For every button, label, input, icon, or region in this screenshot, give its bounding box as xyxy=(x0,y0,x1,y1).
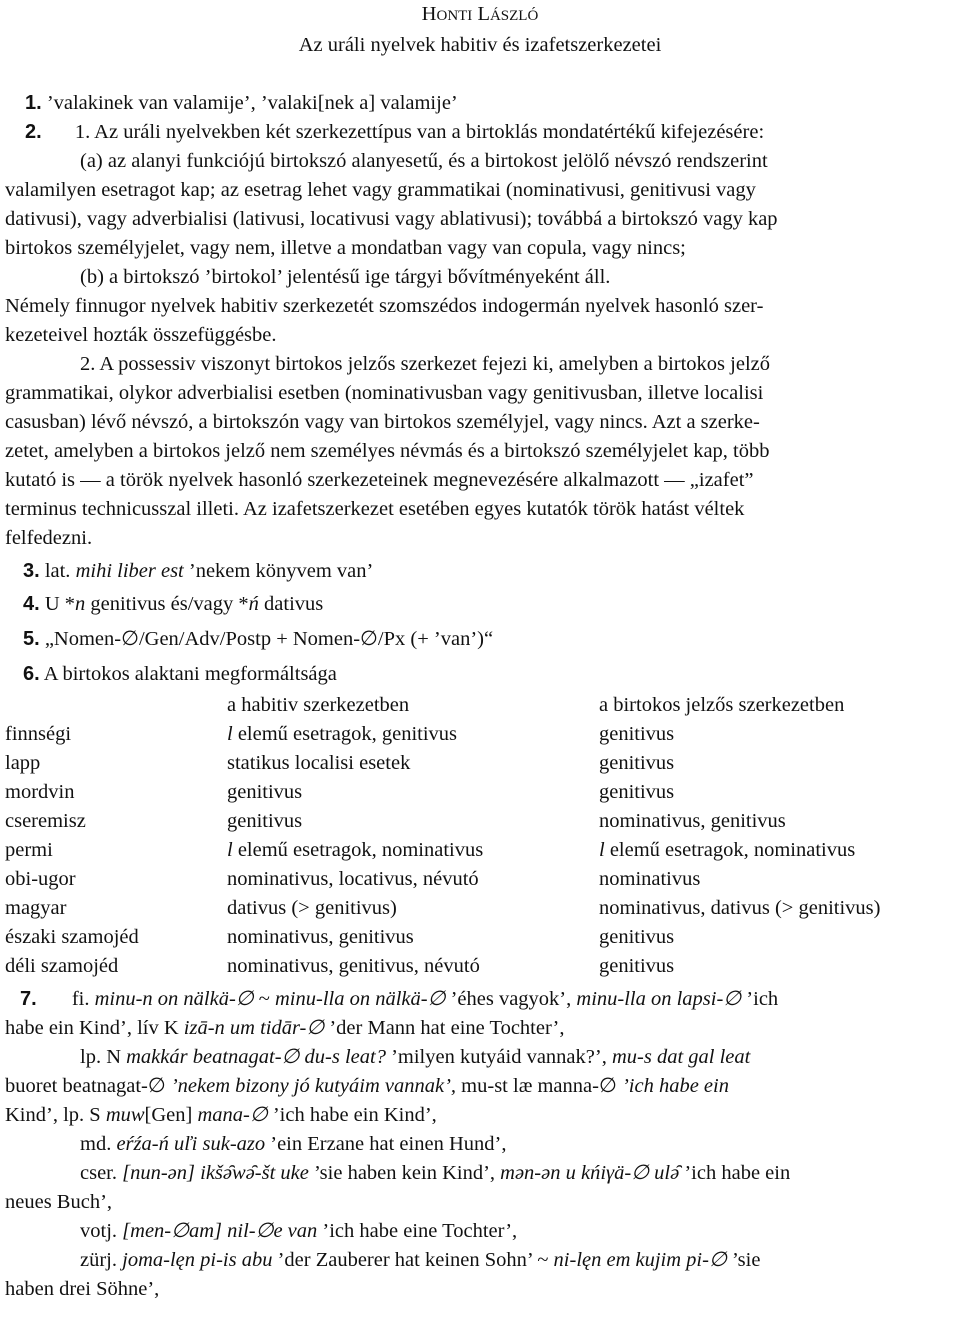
table-cell: nominativus xyxy=(599,868,701,890)
gloss-text: lp. N xyxy=(80,1046,127,1068)
section-2-line: felfedezni. xyxy=(5,527,93,549)
table-header-cell: a birtokos jelzős szerkezetben xyxy=(599,694,845,716)
section-5: 5. „Nomen-∅/Gen/Adv/Postp + Nomen-∅/Px (+ ’van’)“ xyxy=(23,628,494,650)
example-form: [men-∅am] nil-∅e van xyxy=(122,1220,318,1242)
gloss-text: zürj. xyxy=(80,1249,123,1271)
section-2-line: birtokos személyjelet, vagy nem, illetve a mondatban vagy van copula, vagy nincs; xyxy=(5,237,686,259)
table-cell: nominativus, locativus, névutó xyxy=(227,868,479,890)
example-form: minu-lla on nälkä-∅ xyxy=(275,988,446,1010)
example-form: izā-n um tidār-∅ xyxy=(183,1017,325,1039)
section-text: ’valakinek van valamije’, ’valaki[nek a] valamije’ xyxy=(46,92,458,114)
gloss-text: md. xyxy=(80,1133,117,1155)
table-cell: l elemű esetragok, nominativus xyxy=(599,839,856,861)
section-2-line: 2. A possessiv viszonyt birtokos jelzős szerkezet fejezi ki, amelyben a birtokos jelző xyxy=(80,353,771,375)
section-3: 3. lat. mihi liber est ’nekem könyvem van’ xyxy=(23,560,374,582)
gloss-text: [Gen] xyxy=(144,1104,198,1126)
section-number: 4. xyxy=(23,593,40,615)
gloss-text: ’ich habe eine Tochter’, xyxy=(317,1220,518,1242)
example-form: ’ich habe ein xyxy=(616,1075,729,1097)
table-row xyxy=(5,807,955,836)
section-2-line: valamilyen esetragot kap; az esetrag lehet vagy grammatikai (nominativusi, genitivusi vagy xyxy=(5,179,756,201)
gloss-text: habe ein Kind’, lív K xyxy=(5,1017,184,1039)
section-2-line: (b) a birtokszó ’birtokol’ jelentésű ige tárgyi bővítményeként áll. xyxy=(80,266,611,288)
table-row xyxy=(5,778,955,807)
section-2-line: (a) az alanyi funkciójú birtokszó alanyesetű, és a birtokost jelölő névszó rendszerint xyxy=(80,150,768,172)
table-cell: genitivus xyxy=(599,926,675,948)
gloss-text: ’milyen kutyáid vannak?’, xyxy=(385,1046,612,1068)
table-row xyxy=(5,865,955,894)
example-form: mu-s dat gal leat xyxy=(611,1046,751,1068)
gloss-text: ~ xyxy=(253,988,275,1010)
table-cell: l elemű esetragok, nominativus xyxy=(227,839,484,861)
gloss-text: ’sie xyxy=(726,1249,761,1271)
section-2-line: grammatikai, olykor adverbialisi esetben (nominativusban vagy genitivusban, illetve localisi xyxy=(5,382,764,404)
section-number: 6. xyxy=(23,663,40,685)
table-cell: l elemű esetragok, genitivus xyxy=(227,723,458,745)
table-cell: nominativus, genitivus xyxy=(599,810,786,832)
section-number: 2. xyxy=(25,121,42,143)
example-line: haben drei Söhne’, xyxy=(5,1278,160,1300)
example-line xyxy=(5,1130,955,1159)
example-form: eŕźa-ń uľi suk-azo xyxy=(116,1133,266,1155)
example-text: mihi liber est xyxy=(75,560,184,582)
table-cell: genitivus xyxy=(227,781,303,803)
gloss-text: ’der Mann hat eine Tochter’, xyxy=(324,1017,565,1039)
example-form: minu-lla on lapsi-∅ xyxy=(576,988,742,1010)
example-form: mən-ən u kńiγä-∅ ulə̑ xyxy=(500,1162,680,1184)
example-line xyxy=(5,1246,955,1275)
example-form: ’nekem bizony jó kutyáim vannak’, xyxy=(165,1075,462,1097)
example-form: [nun-ən] ikšə̑wə̑-št uke xyxy=(122,1162,309,1184)
section-2-line: terminus technicusszal illeti. Az izafetszerkezet esetében egyes kutatók török hatást véltek xyxy=(5,498,745,520)
table-cell: lapp xyxy=(5,752,41,774)
table-row xyxy=(5,836,955,865)
page-title: Az uráli nyelvek habitiv és izafetszerkezetei xyxy=(298,34,662,56)
section-2-line: dativusi), vagy adverbialisi (lativusi, locativusi vagy ablativusi); továbbá a birtokszó vagy kap xyxy=(5,208,778,230)
table-cell: genitivus xyxy=(599,955,675,977)
example-line xyxy=(5,1043,955,1072)
table-cell: cseremisz xyxy=(5,810,86,832)
example-line xyxy=(5,1217,955,1246)
gloss-text: mu-st læ manna-∅ xyxy=(461,1075,617,1097)
gloss-text: cser. xyxy=(80,1162,123,1184)
gloss-text: votj. xyxy=(80,1220,123,1242)
example-form: mana-∅ xyxy=(197,1104,268,1126)
gloss-text: ’sie haben kein Kind’, xyxy=(308,1162,501,1184)
section-2 xyxy=(5,118,955,553)
table-cell: genitivus xyxy=(599,723,675,745)
example-line xyxy=(5,1072,955,1101)
gloss-text: ’ein Erzane hat einen Hund’, xyxy=(265,1133,507,1155)
table-header-cell xyxy=(5,691,227,720)
table-cell: genitivus xyxy=(599,781,675,803)
gloss-text: ’ich habe ein Kind’, xyxy=(267,1104,437,1126)
example-line: neues Buch’, xyxy=(5,1191,113,1213)
table-title: A birtokos alaktani megformáltsága xyxy=(43,663,337,685)
table-row xyxy=(5,894,955,923)
case-table xyxy=(5,691,955,981)
example-form: ni-lęn em kujim pi-∅ xyxy=(553,1249,727,1271)
gloss-text: ’ich xyxy=(741,988,779,1010)
section-2-line: kezeteivel hozták összefüggésbe. xyxy=(5,324,277,346)
table-cell: permi xyxy=(5,839,53,861)
section-2-line: 2. 1. Az uráli nyelvekben két szerkezettípus van a birtoklás mondatértékű kifejezésére: xyxy=(25,121,765,143)
table-header-row xyxy=(5,691,955,720)
section-2-line: Némely finnugor nyelvek habitiv szerkezetét szomszédos indogermán nyelvek hasonló szer- xyxy=(5,295,764,317)
table-header-cell: a habitiv szerkezetben xyxy=(227,694,410,716)
example-form: makkár beatnagat-∅ du-s leat? xyxy=(126,1046,386,1068)
gloss-text: Kind’, lp. S xyxy=(5,1104,106,1126)
section-6 xyxy=(5,660,955,691)
example-line xyxy=(5,1101,955,1130)
table-cell: statikus localisi esetek xyxy=(227,752,411,774)
example-line xyxy=(5,1014,955,1043)
example-form: joma-lęn pi-is abu xyxy=(122,1249,273,1271)
example-line xyxy=(5,985,955,1014)
section-7 xyxy=(5,985,955,1304)
table-row xyxy=(5,720,955,749)
section-2-line: kutató is — a török nyelvek hasonló szerkezeteinek megnevezésére alkalmazott — „izafet” xyxy=(5,469,754,491)
table-cell: finnségi xyxy=(5,723,72,745)
table-cell: déli szamojéd xyxy=(5,955,119,977)
table-cell: nominativus, genitivus, névutó xyxy=(227,955,480,977)
section-2-line: casusban) lévő névszó, a birtokszón vagy van birtokos személyjel, vagy nincs. Azt a szerke- xyxy=(5,411,760,433)
table-cell: magyar xyxy=(5,897,67,919)
table-cell: nominativus, dativus (> genitivus) xyxy=(599,897,881,919)
table-cell: dativus (> genitivus) xyxy=(227,897,397,919)
example-form: minu-n on nälkä-∅ xyxy=(94,988,254,1010)
example-line xyxy=(5,1159,955,1188)
table-cell: északi szamojéd xyxy=(5,926,139,948)
table-cell: genitivus xyxy=(227,810,303,832)
gloss-text: fi. xyxy=(71,988,95,1010)
table-row xyxy=(5,749,955,778)
example-form: muw xyxy=(105,1104,145,1126)
section-number: 5. xyxy=(23,628,40,650)
author-name: HONTI LÁSZLÓ xyxy=(421,3,539,25)
table-cell: obi-ugor xyxy=(5,868,76,890)
section-1 xyxy=(5,89,955,118)
gloss-text: buoret beatnagat-∅ xyxy=(5,1075,166,1097)
section-number: 7. xyxy=(20,988,37,1010)
table-cell: nominativus, genitivus xyxy=(227,926,414,948)
gloss-text: ’ich habe ein xyxy=(679,1162,791,1184)
table-row xyxy=(5,923,955,952)
document-page xyxy=(5,0,955,1304)
section-2-line: zetet, amelyben a birtokos jelző nem személyes névmás és a birtokszó személyjelet kap, több xyxy=(5,440,770,462)
section-number: 3. xyxy=(23,560,40,582)
table-cell: mordvin xyxy=(5,781,75,803)
gloss-text: ’der Zauberer hat keinen Sohn’ ~ xyxy=(272,1249,554,1271)
gloss-text: ’éhes vagyok’, xyxy=(445,988,577,1010)
table-cell: genitivus xyxy=(599,752,675,774)
table-row xyxy=(5,952,955,981)
section-4: 4. U *n genitivus és/vagy *ń dativus xyxy=(23,593,324,615)
section-number: 1. xyxy=(25,92,42,114)
